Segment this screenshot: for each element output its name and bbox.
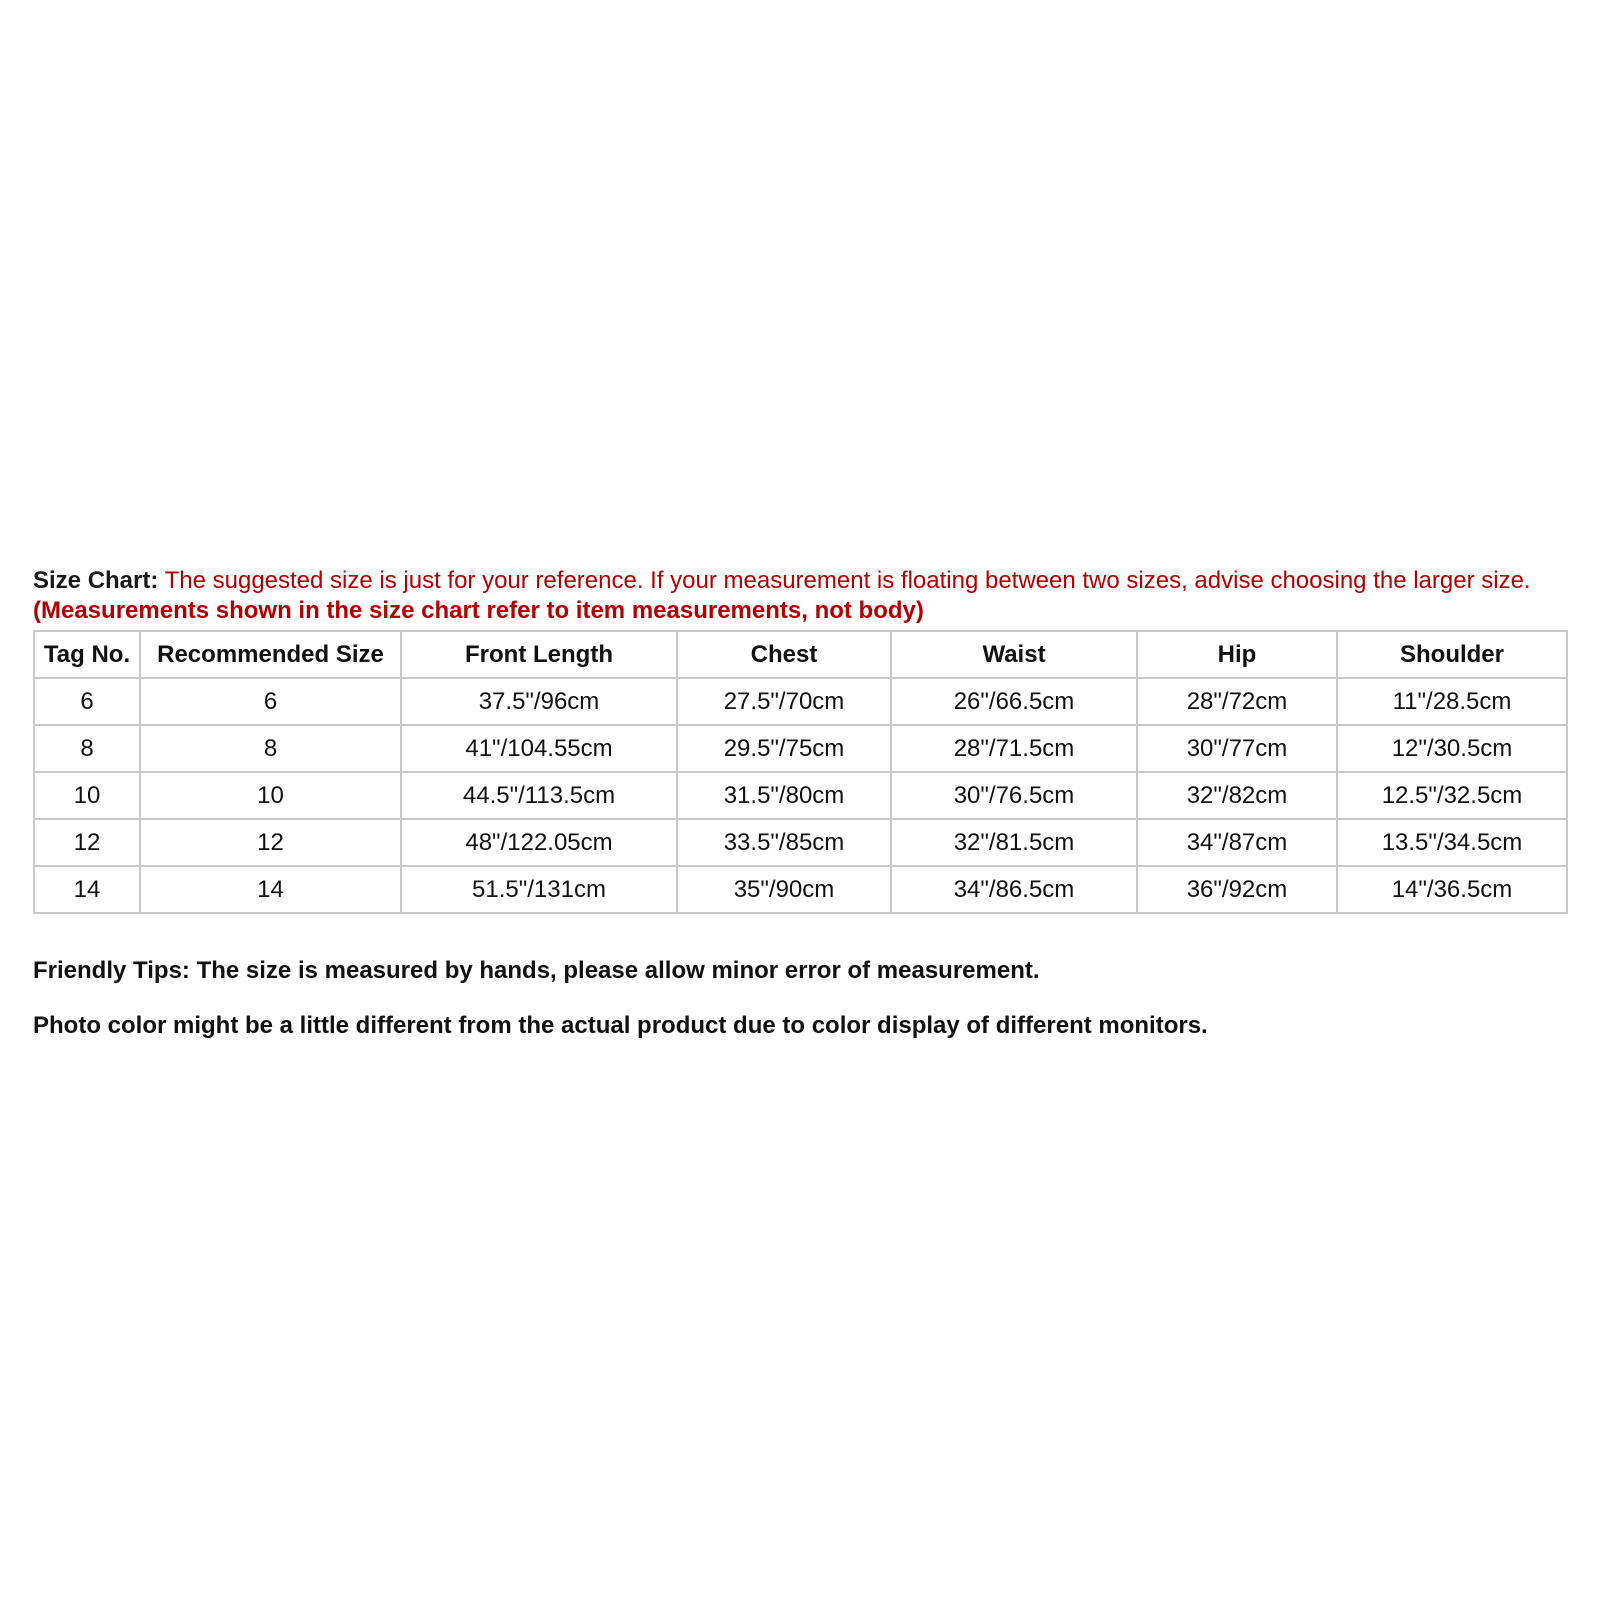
cell-chest: 29.5"/75cm	[677, 725, 891, 772]
cell-front-length: 51.5"/131cm	[401, 866, 677, 913]
header-front-length: Front Length	[401, 631, 677, 678]
table-row	[34, 725, 1567, 772]
cell-shoulder: 12"/30.5cm	[1337, 725, 1567, 772]
table-row	[34, 866, 1567, 913]
cell-recommended-size: 14	[140, 866, 401, 913]
cell-tag-no: 10	[34, 772, 140, 819]
cell-waist: 26"/66.5cm	[891, 678, 1137, 725]
cell-tag-no: 8	[34, 725, 140, 772]
cell-hip: 36"/92cm	[1137, 866, 1337, 913]
cell-waist: 28"/71.5cm	[891, 725, 1137, 772]
cell-chest: 31.5"/80cm	[677, 772, 891, 819]
size-chart-intro	[33, 566, 1573, 626]
table-header-row	[34, 631, 1567, 678]
cell-recommended-size: 10	[140, 772, 401, 819]
size-chart-label: Size Chart:	[33, 567, 159, 594]
cell-hip: 28"/72cm	[1137, 678, 1337, 725]
cell-front-length: 41"/104.55cm	[401, 725, 677, 772]
header-recommended-size: Recommended Size	[140, 631, 401, 678]
header-shoulder: Shoulder	[1337, 631, 1567, 678]
cell-hip: 34"/87cm	[1137, 819, 1337, 866]
cell-hip: 32"/82cm	[1137, 772, 1337, 819]
table-row	[34, 772, 1567, 819]
header-hip: Hip	[1137, 631, 1337, 678]
cell-waist: 30"/76.5cm	[891, 772, 1137, 819]
cell-tag-no: 14	[34, 866, 140, 913]
size-chart-note: (Measurements shown in the size chart refer to item measurements, not body)	[33, 597, 924, 624]
cell-recommended-size: 6	[140, 678, 401, 725]
cell-waist: 34"/86.5cm	[891, 866, 1137, 913]
cell-tag-no: 6	[34, 678, 140, 725]
cell-waist: 32"/81.5cm	[891, 819, 1137, 866]
friendly-tips: Friendly Tips: The size is measured by hands, please allow minor error of measurement.	[33, 957, 1040, 984]
photo-color-note: Photo color might be a little different from the actual product due to color display of different monitors.	[33, 1012, 1208, 1039]
header-tag-no: Tag No.	[34, 631, 140, 678]
table-row	[34, 819, 1567, 866]
cell-chest: 35"/90cm	[677, 866, 891, 913]
cell-recommended-size: 12	[140, 819, 401, 866]
cell-hip: 30"/77cm	[1137, 725, 1337, 772]
cell-shoulder: 13.5"/34.5cm	[1337, 819, 1567, 866]
cell-front-length: 37.5"/96cm	[401, 678, 677, 725]
size-chart-description: The suggested size is just for your reference. If your measurement is floating between two sizes, advise choosing the larger size.	[158, 567, 1531, 594]
cell-shoulder: 14"/36.5cm	[1337, 866, 1567, 913]
size-table	[33, 630, 1568, 914]
header-waist: Waist	[891, 631, 1137, 678]
cell-recommended-size: 8	[140, 725, 401, 772]
cell-chest: 33.5"/85cm	[677, 819, 891, 866]
cell-shoulder: 11"/28.5cm	[1337, 678, 1567, 725]
cell-tag-no: 12	[34, 819, 140, 866]
cell-front-length: 44.5"/113.5cm	[401, 772, 677, 819]
table-row	[34, 678, 1567, 725]
size-chart-section	[33, 566, 1573, 1066]
cell-chest: 27.5"/70cm	[677, 678, 891, 725]
cell-front-length: 48"/122.05cm	[401, 819, 677, 866]
tips-section	[33, 956, 1573, 1041]
header-chest: Chest	[677, 631, 891, 678]
cell-shoulder: 12.5"/32.5cm	[1337, 772, 1567, 819]
